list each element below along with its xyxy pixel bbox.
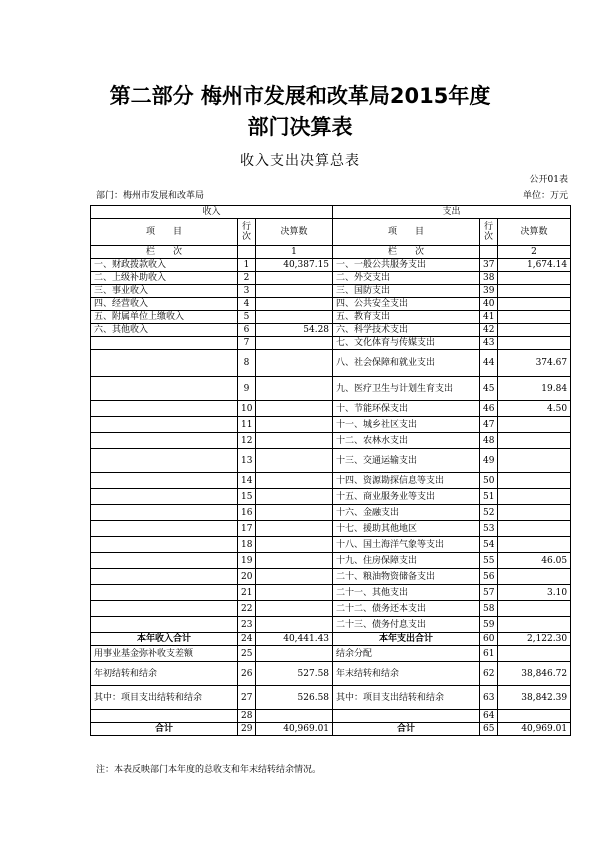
table-row: [91, 521, 571, 537]
income-amount: 54.28: [256, 324, 333, 337]
income-row-number: 23: [238, 617, 256, 633]
income-item: 年初结转和结余: [91, 662, 238, 686]
table-row: [91, 585, 571, 601]
expense-amount: [498, 473, 571, 489]
income-amount: [256, 337, 333, 350]
income-amount: [256, 298, 333, 311]
income-row-number: 15: [238, 489, 256, 505]
income-item-header: 项 目: [91, 219, 238, 246]
income-amount: [256, 401, 333, 417]
table-row: [91, 350, 571, 377]
income-row-number: 3: [238, 285, 256, 298]
expense-row-number: 57: [480, 585, 498, 601]
expense-item: 七、文化体育与传媒支出: [333, 337, 480, 350]
income-amount: [256, 285, 333, 298]
income-item: [91, 377, 238, 401]
income-item: 二、上级补助收入: [91, 272, 238, 285]
expense-item: 十八、国土海洋气象等支出: [333, 537, 480, 553]
page-title: 第二部分 梅州市发展和改革局2015年度: [109, 84, 491, 108]
expense-item: 二、外交支出: [333, 272, 480, 285]
expense-row-number: 39: [480, 285, 498, 298]
expense-row-number: 53: [480, 521, 498, 537]
income-row-number: 6: [238, 324, 256, 337]
income-item: [91, 433, 238, 449]
table-row: [91, 473, 571, 489]
table-row: [91, 569, 571, 585]
expense-item: 二十二、债务还本支出: [333, 601, 480, 617]
expense-item: 四、公共安全支出: [333, 298, 480, 311]
income-amount: 526.58: [256, 686, 333, 710]
expense-amount: [498, 601, 571, 617]
income-item: [91, 337, 238, 350]
income-header: 收入: [91, 206, 333, 219]
income-amount: [256, 489, 333, 505]
table-row: [91, 272, 571, 285]
expense-amount: [498, 324, 571, 337]
income-row-number: 8: [238, 350, 256, 377]
income-amount: [256, 473, 333, 489]
income-amount: 40,969.01: [256, 723, 333, 736]
table-row: [91, 324, 571, 337]
income-item: [91, 710, 238, 723]
expense-item: 六、科学技术支出: [333, 324, 480, 337]
expense-row-number: 41: [480, 311, 498, 324]
income-row-number: 26: [238, 662, 256, 686]
expense-amount: [498, 569, 571, 585]
table-row: [91, 686, 571, 710]
table-row: [91, 377, 571, 401]
expense-row-number: 59: [480, 617, 498, 633]
expense-item: 二十、粮油物资储备支出: [333, 569, 480, 585]
income-amount: [256, 521, 333, 537]
expense-row-number: 61: [480, 646, 498, 662]
expense-amount: [498, 337, 571, 350]
income-amount: [256, 585, 333, 601]
income-amount: [256, 569, 333, 585]
table-row: [91, 723, 571, 736]
expense-amount: [498, 489, 571, 505]
income-item: [91, 617, 238, 633]
expense-amount: [498, 537, 571, 553]
table-title: 收入支出决算总表: [240, 153, 360, 169]
expense-item: 十四、资源勘探信息等支出: [333, 473, 480, 489]
table-row: [91, 601, 571, 617]
income-rowno-header: 行 次: [238, 219, 256, 246]
income-amount: 40,387.15: [256, 259, 333, 272]
expense-row-number: 48: [480, 433, 498, 449]
income-item: [91, 489, 238, 505]
income-amount: [256, 350, 333, 377]
income-row-number: 27: [238, 686, 256, 710]
income-item: [91, 350, 238, 377]
income-row-number: 20: [238, 569, 256, 585]
expense-item: 其中：项目支出结转和结余: [333, 686, 480, 710]
expense-item: 结余分配: [333, 646, 480, 662]
expense-item: 十二、农林水支出: [333, 433, 480, 449]
expense-row-number: 42: [480, 324, 498, 337]
income-amount: [256, 617, 333, 633]
income-amount: [256, 601, 333, 617]
expense-row-number: 63: [480, 686, 498, 710]
income-item: [91, 569, 238, 585]
income-row-number: 1: [238, 259, 256, 272]
expense-item: 一、一般公共服务支出: [333, 259, 480, 272]
table-row: [91, 553, 571, 569]
income-item: 合计: [91, 723, 238, 736]
expense-row-number: 56: [480, 569, 498, 585]
expense-amount: 38,846.72: [498, 662, 571, 686]
income-item: 三、事业收入: [91, 285, 238, 298]
table-row: [91, 662, 571, 686]
income-item: [91, 417, 238, 433]
expense-item: 五、教育支出: [333, 311, 480, 324]
income-amount: 527.58: [256, 662, 333, 686]
table-row: [91, 285, 571, 298]
expense-amount: [498, 285, 571, 298]
income-row-number: 4: [238, 298, 256, 311]
expense-row-number: 50: [480, 473, 498, 489]
income-lanci-blank: [238, 246, 256, 259]
expense-lanci-label: 栏 次: [333, 246, 480, 259]
expense-amount: [498, 710, 571, 723]
expense-item: 十、节能环保支出: [333, 401, 480, 417]
income-row-number: 12: [238, 433, 256, 449]
expense-header: 支出: [333, 206, 571, 219]
table-row: [91, 646, 571, 662]
expense-amount: [498, 417, 571, 433]
income-item: 用事业基金弥补收支差额: [91, 646, 238, 662]
page-subtitle: 部门决算表: [247, 115, 353, 139]
income-item: 五、附属单位上缴收入: [91, 311, 238, 324]
table-row: [91, 311, 571, 324]
income-amount: [256, 646, 333, 662]
income-amount: [256, 433, 333, 449]
income-row-number: 5: [238, 311, 256, 324]
expense-row-number: 65: [480, 723, 498, 736]
expense-row-number: 52: [480, 505, 498, 521]
expense-amount: 38,842.39: [498, 686, 571, 710]
income-amount-header: 决算数: [256, 219, 333, 246]
expense-item: 二十三、债务付息支出: [333, 617, 480, 633]
income-amount: [256, 710, 333, 723]
expense-item: 八、社会保障和就业支出: [333, 350, 480, 377]
expense-row-number: 51: [480, 489, 498, 505]
income-row-number: 13: [238, 449, 256, 473]
income-row-number: 21: [238, 585, 256, 601]
income-amount: [256, 272, 333, 285]
income-row-number: 7: [238, 337, 256, 350]
table-row: [91, 298, 571, 311]
table-row: [91, 433, 571, 449]
expense-row-number: 43: [480, 337, 498, 350]
expense-amount: [498, 311, 571, 324]
income-item: [91, 505, 238, 521]
unit-label: 单位：万元: [522, 191, 568, 201]
income-row-number: 11: [238, 417, 256, 433]
expense-row-number: 49: [480, 449, 498, 473]
expense-amount: [498, 505, 571, 521]
expense-amount: 40,969.01: [498, 723, 571, 736]
expense-item: 十九、住房保障支出: [333, 553, 480, 569]
income-row-number: 19: [238, 553, 256, 569]
income-expense-table: [90, 205, 571, 736]
form-code: 公开01表: [529, 175, 568, 185]
income-amount: [256, 377, 333, 401]
expense-item: 本年支出合计: [333, 633, 480, 646]
income-item: 四、经营收入: [91, 298, 238, 311]
income-row-number: 17: [238, 521, 256, 537]
expense-row-number: 64: [480, 710, 498, 723]
income-row-number: 22: [238, 601, 256, 617]
expense-row-number: 46: [480, 401, 498, 417]
income-item: [91, 537, 238, 553]
expense-row-number: 58: [480, 601, 498, 617]
table-row: [91, 505, 571, 521]
expense-amount: 3.10: [498, 585, 571, 601]
income-row-number: 2: [238, 272, 256, 285]
expense-amount: [498, 646, 571, 662]
income-item: [91, 449, 238, 473]
income-item: 本年收入合计: [91, 633, 238, 646]
table-row: [91, 401, 571, 417]
expense-row-number: 40: [480, 298, 498, 311]
income-item: 其中：项目支出结转和结余: [91, 686, 238, 710]
expense-item: 三、国防支出: [333, 285, 480, 298]
table-row: [91, 710, 571, 723]
income-row-number: 24: [238, 633, 256, 646]
expense-amount: [498, 617, 571, 633]
income-lanci-label: 栏 次: [91, 246, 238, 259]
income-amount: 40,441.43: [256, 633, 333, 646]
expense-item-header: 项 目: [333, 219, 480, 246]
income-col-number: 1: [256, 246, 333, 259]
income-row-number: 18: [238, 537, 256, 553]
income-row-number: 28: [238, 710, 256, 723]
income-amount: [256, 505, 333, 521]
expense-amount: [498, 298, 571, 311]
expense-item: 十五、商业服务业等支出: [333, 489, 480, 505]
table-row: [91, 537, 571, 553]
expense-amount: 4.50: [498, 401, 571, 417]
expense-item: 十三、交通运输支出: [333, 449, 480, 473]
expense-item: 十六、金融支出: [333, 505, 480, 521]
expense-amount: 46.05: [498, 553, 571, 569]
income-item: [91, 401, 238, 417]
income-amount: [256, 449, 333, 473]
expense-col-number: 2: [498, 246, 571, 259]
expense-row-number: 55: [480, 553, 498, 569]
table-note: 注：本表反映部门本年度的总收支和年末结转结余情况。: [96, 765, 322, 775]
income-row-number: 16: [238, 505, 256, 521]
expense-row-number: 44: [480, 350, 498, 377]
expense-item: 九、医疗卫生与计划生育支出: [333, 377, 480, 401]
income-item: [91, 473, 238, 489]
table-row: [91, 259, 571, 272]
expense-row-number: 47: [480, 417, 498, 433]
expense-amount: 374.67: [498, 350, 571, 377]
income-item: [91, 585, 238, 601]
income-row-number: 29: [238, 723, 256, 736]
expense-amount-header: 决算数: [498, 219, 571, 246]
expense-amount: [498, 272, 571, 285]
expense-item: 年末结转和结余: [333, 662, 480, 686]
expense-row-number: 37: [480, 259, 498, 272]
expense-item: [333, 710, 480, 723]
income-item: 一、财政拨款收入: [91, 259, 238, 272]
expense-amount: 19.84: [498, 377, 571, 401]
expense-item: 合计: [333, 723, 480, 736]
income-amount: [256, 311, 333, 324]
expense-rowno-header: 行 次: [480, 219, 498, 246]
table-row: [91, 417, 571, 433]
income-item: [91, 601, 238, 617]
income-row-number: 10: [238, 401, 256, 417]
expense-row-number: 54: [480, 537, 498, 553]
income-item: 六、其他收入: [91, 324, 238, 337]
income-amount: [256, 417, 333, 433]
table-row: [91, 337, 571, 350]
table-row: [91, 489, 571, 505]
department-label: 部门：梅州市发展和改革局: [96, 191, 205, 201]
expense-amount: 1,674.14: [498, 259, 571, 272]
table-row: [91, 617, 571, 633]
table-row: [91, 449, 571, 473]
expense-item: 十七、援助其他地区: [333, 521, 480, 537]
table-row: [91, 633, 571, 646]
expense-row-number: 38: [480, 272, 498, 285]
income-row-number: 14: [238, 473, 256, 489]
expense-amount: [498, 521, 571, 537]
income-amount: [256, 553, 333, 569]
expense-amount: [498, 449, 571, 473]
income-item: [91, 553, 238, 569]
expense-row-number: 45: [480, 377, 498, 401]
expense-item: 二十一、其他支出: [333, 585, 480, 601]
income-row-number: 9: [238, 377, 256, 401]
income-amount: [256, 537, 333, 553]
expense-amount: [498, 433, 571, 449]
expense-amount: 2,122.30: [498, 633, 571, 646]
expense-row-number: 62: [480, 662, 498, 686]
income-item: [91, 521, 238, 537]
expense-item: 十一、城乡社区支出: [333, 417, 480, 433]
income-row-number: 25: [238, 646, 256, 662]
expense-row-number: 60: [480, 633, 498, 646]
expense-lanci-blank: [480, 246, 498, 259]
